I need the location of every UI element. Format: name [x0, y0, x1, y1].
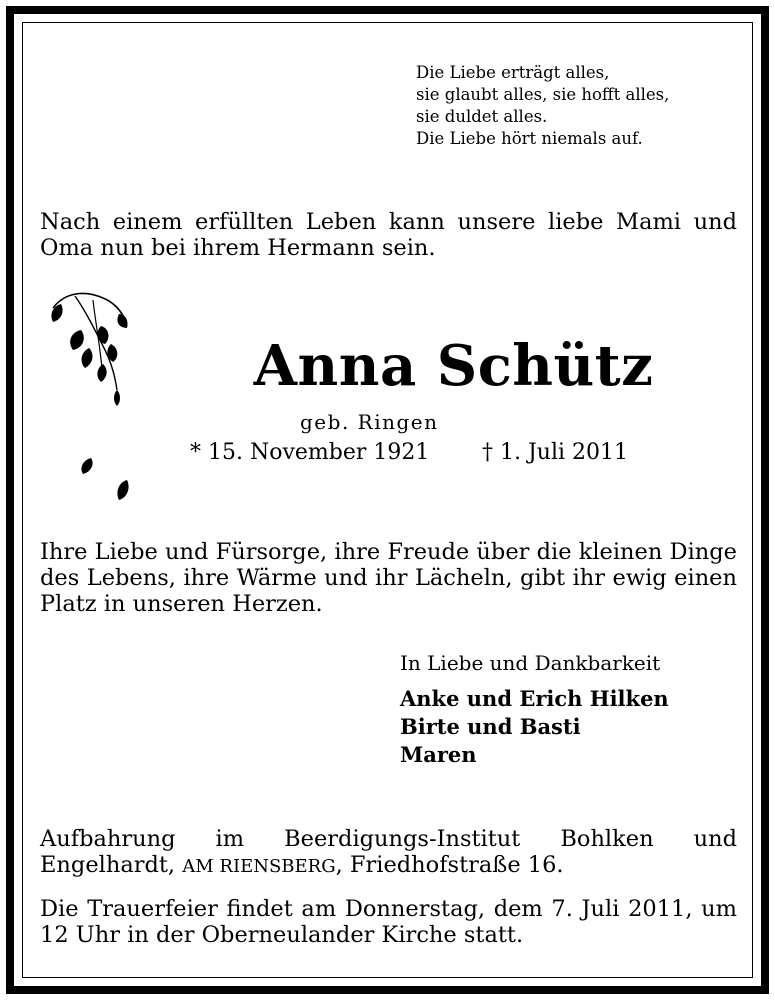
deceased-name: Anna Schütz [253, 333, 654, 399]
maiden-name: geb. Ringen [300, 410, 439, 434]
funeral-home-location: AM RIENSBERG [182, 856, 336, 877]
intro-text: Nach einem erfüllten Leben kann unsere liebe Mami und Oma nun bei ihrem Hermann sein. [40, 209, 737, 261]
mourner: Birte und Basti [400, 714, 581, 739]
verse-line: Die Liebe hört niemals auf. [416, 129, 643, 148]
bible-verse [416, 62, 669, 150]
tribute-text: Ihre Liebe und Fürsorge, ihre Freude über die kleinen Dinge des Lebens, ihre Wärme und ihr Lächeln, gibt ihr ewig einen Platz in unseren Herzen. [40, 539, 737, 617]
funeral-service-notice: Die Trauerfeier findet am Donnerstag, dem 7. Juli 2011, um 12 Uhr in der Oberneulander Kirche statt. [40, 896, 737, 948]
lying-in-state-text: Aufbahrung im Beerdigungs-Institut Bohlken und Engelhardt, [40, 826, 737, 878]
verse-line: Die Liebe erträgt alles, [416, 63, 610, 82]
verse-line: sie duldet alles. [416, 107, 548, 126]
funeral-home-address: , Friedhofstraße 16. [335, 852, 564, 878]
lying-in-state-notice [40, 826, 737, 880]
death-date: † 1. Juli 2011 [482, 440, 629, 465]
mourners-list [400, 685, 669, 769]
mourner: Maren [400, 742, 477, 767]
birth-date: * 15. November 1921 [190, 440, 430, 465]
verse-line: sie glaubt alles, sie hofft alles, [416, 85, 670, 104]
signoff: In Liebe und Dankbarkeit [400, 651, 661, 675]
mourner: Anke und Erich Hilken [400, 686, 669, 711]
